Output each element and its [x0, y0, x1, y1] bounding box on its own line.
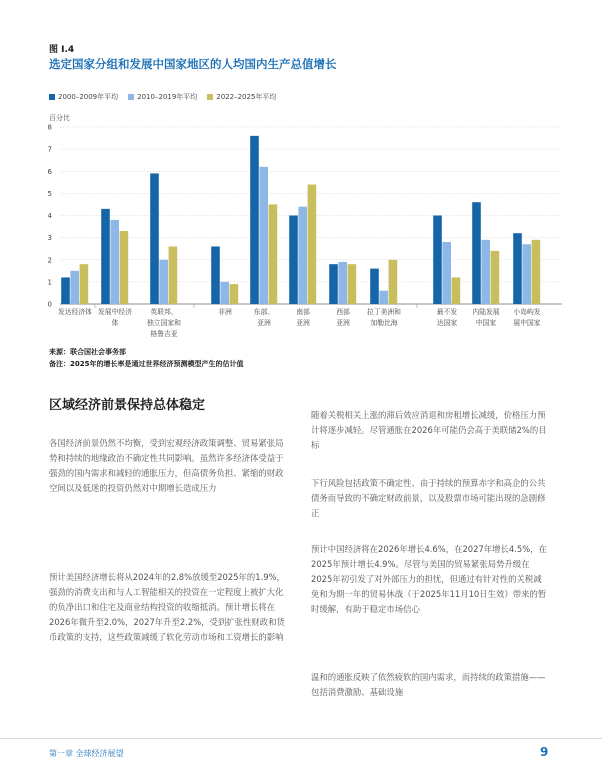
x-tick-label: 亚洲: [336, 319, 350, 327]
y-tick-label: 7: [47, 145, 52, 154]
legend-label: 2010–2019年平均: [137, 93, 198, 101]
bar: [80, 264, 89, 304]
bar: [379, 291, 388, 304]
bar: [269, 204, 278, 304]
x-tick-label: 最不发: [436, 308, 458, 316]
section-heading: 区域经济前景保持总体稳定: [49, 398, 206, 413]
bar: [169, 246, 178, 304]
y-tick-label: 5: [47, 189, 52, 198]
bar: [308, 185, 317, 304]
paragraph: 下行风险包括政策不确定性、由于持续的预算赤字和高企的公共债务而导致的不确定财政前景，以及股票市场可能出现的急剧修正: [311, 478, 546, 518]
bar: [481, 240, 490, 304]
footer-chapter: 第一章 全球经济展望: [49, 749, 124, 758]
x-tick-label: 亚洲: [257, 319, 271, 327]
bar: [150, 173, 159, 304]
y-tick-label: 1: [47, 278, 52, 287]
bar: [370, 269, 379, 304]
x-tick-label: 拉丁美洲和: [367, 308, 401, 316]
x-tick-label: 东部、: [253, 308, 275, 316]
x-tick-label: 非洲: [218, 308, 232, 316]
y-tick-label: 4: [47, 212, 52, 220]
bar: [259, 167, 268, 304]
y-tick-label: 6: [47, 167, 52, 176]
paragraph: 预计美国经济增长将从2024年的2.8%放缓至2025年的1.9%，强劲的消费支出和与人工智能相关的投资在一定程度上被扩大化的负净出口和住宅及商业结构投资的收缩抵消。预计增长将在2026年微升至2.0%，2027年升至2.2%，受到扩张性财政和货币政策的支持，这些政策减缓了软化劳动市场和工资增长的影响: [49, 572, 285, 642]
x-tick-label: 发展中经济: [98, 308, 132, 316]
x-tick-label: 独立国家和: [147, 319, 181, 327]
y-tick-label: 0: [47, 300, 52, 309]
bar: [61, 277, 70, 304]
x-tick-label: 亚洲: [296, 319, 310, 327]
x-tick-label: 体: [111, 319, 119, 327]
bar: [220, 282, 229, 304]
bar: [389, 260, 398, 304]
bar: [338, 262, 347, 304]
legend-label: 2000–2009年平均: [58, 93, 119, 101]
x-tick-label: 中国家: [475, 319, 497, 327]
paragraph: 各国经济前景仍然不均衡，受到宏观经济政策调整、贸易紧张局势和持续的地缘政治不确定性共同影响。虽然许多经济体受益于强劲的国内需求和减轻的通胀压力，但高债务负担、紧缩的财政空间以及低迷的投资仍然对中期增长造成压力: [49, 438, 284, 493]
bar: [110, 220, 119, 304]
bar: [298, 207, 307, 304]
page-number: 9: [540, 745, 549, 759]
bar: [329, 264, 338, 304]
x-tick-label: 南部: [296, 308, 310, 316]
paragraph: 预计中国经济将在2026年增长4.6%，在2027年增长4.5%，在2025年预计增长4.9%。尽管与美国的贸易紧张局势升级在2025年初引发了对外部压力的担忧，但通过有针对性的关税减免和为期一年的贸易休战（于2025年11月10日生效）带来的暂时缓解，有助于稳定市场信心: [311, 544, 547, 614]
bar: [230, 284, 239, 304]
paragraph: 随着关税相关上涨的滞后效应消退和房租增长减缓，价格压力预计将逐步减轻。尽管通胀在2026年可能仍会高于美联储2%的目标: [311, 410, 547, 450]
bar: [522, 244, 531, 304]
bar: [70, 271, 79, 304]
bar: [211, 246, 220, 304]
bar: [289, 216, 298, 305]
gdp-growth-bar-chart: [0, 0, 602, 350]
y-tick-label: 8: [47, 123, 52, 132]
figure-label: 图 I.4: [49, 45, 75, 55]
bar: [348, 264, 357, 304]
remark-note: 备注：2025年的增长率是通过世界经济预测模型产生的估计值: [49, 360, 244, 368]
x-tick-label: 西部: [336, 308, 350, 316]
paragraph: 温和的通胀反映了依然疲软的国内需求，而持续的政策措施——包括消费激励、基础设施: [311, 672, 546, 697]
y-axis-unit: 百分比: [49, 114, 70, 122]
bar: [250, 136, 259, 304]
x-tick-label: 内陆发展: [472, 308, 500, 316]
bar: [159, 260, 168, 304]
bar: [513, 233, 522, 304]
y-tick-label: 3: [47, 234, 52, 243]
bar: [491, 251, 500, 304]
x-tick-label: 加勒比海: [370, 319, 398, 327]
y-tick-label: 2: [47, 256, 52, 265]
x-tick-label: 达国家: [436, 319, 458, 327]
bar: [433, 216, 442, 305]
x-tick-label: 展中国家: [513, 319, 541, 327]
bar: [101, 209, 110, 304]
legend-label: 2022–2025年平均: [216, 93, 277, 101]
x-tick-label: 发达经济体: [58, 308, 92, 316]
bar: [120, 231, 129, 304]
figure-title: 选定国家分组和发展中国家地区的人均国内生产总值增长: [49, 57, 337, 71]
bar: [452, 277, 461, 304]
bar: [442, 242, 451, 304]
footer-divider: [0, 738, 602, 739]
x-tick-label: 格鲁吉亚: [150, 330, 178, 338]
source-note: 来源：联合国社会事务部: [49, 348, 126, 356]
x-tick-label: 小岛屿发: [513, 308, 541, 316]
bar: [532, 240, 541, 304]
x-tick-label: 英联邦、: [150, 308, 178, 316]
bar: [472, 202, 481, 304]
